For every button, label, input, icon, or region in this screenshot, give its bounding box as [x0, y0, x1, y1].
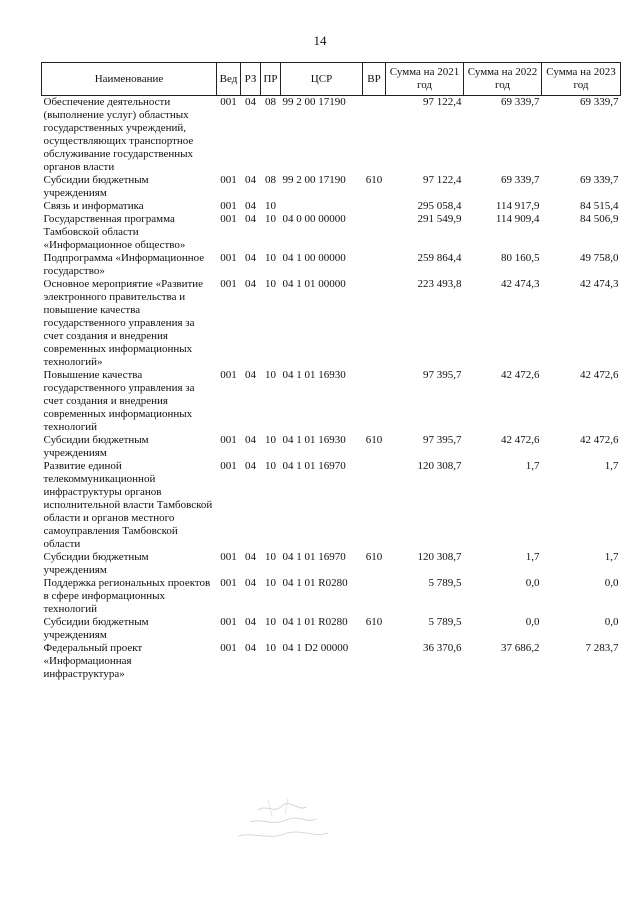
- cell-ved: 001: [220, 174, 237, 186]
- cell-sum-2022: 37 686,2: [501, 642, 540, 654]
- cell-csr: 99 2 00 17190: [282, 174, 346, 186]
- table-row: [42, 369, 621, 434]
- cell-name: Повышение качества государственного управления за счет создания и внедрения современных информационных технологий: [43, 369, 195, 433]
- cell-vr: [363, 460, 386, 551]
- cell-csr: 04 1 01 R0280: [282, 616, 348, 628]
- cell-sum-2022: 69 339,7: [501, 96, 540, 108]
- cell-ved: 001: [220, 96, 237, 108]
- cell-csr: 04 1 D2 00000: [282, 642, 349, 654]
- cell-sum-2021: 97 395,7: [423, 369, 462, 381]
- cell-rz: 04: [245, 434, 256, 446]
- cell-sum-2022: 0,0: [525, 577, 540, 589]
- cell-vr: [363, 369, 386, 434]
- cell-sum-2022: 114 909,4: [495, 213, 540, 225]
- cell-sum-2023: 0,0: [604, 616, 619, 628]
- cell-rz: 04: [245, 460, 256, 472]
- cell-ved: 001: [220, 577, 237, 589]
- cell-pr: 08: [265, 96, 276, 108]
- cell-ved: 001: [220, 551, 237, 563]
- cell-pr: 10: [265, 200, 276, 212]
- table-row: [42, 174, 621, 200]
- table-row: [42, 460, 621, 551]
- cell-pr: 10: [265, 577, 276, 589]
- cell-name: Федеральный проект «Информационная инфраструктура»: [43, 642, 143, 680]
- cell-ved: 001: [220, 200, 237, 212]
- cell-sum-2022: 1,7: [525, 551, 540, 563]
- cell-pr: 08: [265, 174, 276, 186]
- cell-vr: 610: [365, 551, 383, 563]
- cell-vr: 610: [365, 174, 383, 186]
- table-row: [42, 278, 621, 369]
- cell-vr: 610: [365, 616, 383, 628]
- header-sum-2023: Сумма на 2023 год: [542, 63, 621, 96]
- cell-rz: 04: [245, 278, 256, 290]
- table-row: [42, 434, 621, 460]
- cell-ved: 001: [220, 252, 237, 264]
- cell-pr: 10: [265, 642, 276, 654]
- header-ved: Вед: [217, 63, 241, 96]
- table-row: [42, 213, 621, 252]
- cell-csr: 04 1 01 00000: [282, 278, 346, 290]
- cell-csr: 04 1 01 R0280: [282, 577, 348, 589]
- table-row: [42, 577, 621, 616]
- cell-ved: 001: [220, 642, 237, 654]
- cell-sum-2021: 97 122,4: [423, 96, 462, 108]
- header-vr: ВР: [363, 63, 386, 96]
- cell-name: Государственная программа Тамбовской области «Информационное общество»: [43, 213, 186, 251]
- table-row: [42, 616, 621, 642]
- cell-pr: 10: [265, 278, 276, 290]
- header-name: Наименование: [42, 63, 217, 96]
- cell-sum-2021: 120 308,7: [417, 460, 462, 472]
- table-body: [42, 96, 621, 682]
- cell-sum-2023: 84 515,4: [580, 200, 619, 212]
- cell-rz: 04: [245, 213, 256, 225]
- cell-sum-2021: 120 308,7: [417, 551, 462, 563]
- cell-sum-2021: 259 864,4: [417, 252, 462, 264]
- cell-vr: [363, 278, 386, 369]
- cell-pr: 10: [265, 369, 276, 381]
- cell-pr: 10: [265, 616, 276, 628]
- cell-name: Субсидии бюджетным учреждениям: [43, 551, 149, 576]
- cell-sum-2023: 42 472,6: [580, 434, 619, 446]
- cell-rz: 04: [245, 174, 256, 186]
- cell-sum-2023: 0,0: [604, 577, 619, 589]
- cell-name: Субсидии бюджетным учреждениям: [43, 174, 149, 199]
- cell-ved: 001: [220, 460, 237, 472]
- cell-csr: 04 1 01 16930: [282, 369, 346, 381]
- cell-rz: 04: [245, 252, 256, 264]
- cell-pr: 10: [265, 460, 276, 472]
- cell-csr: 04 1 00 00000: [282, 252, 346, 264]
- cell-vr: [363, 252, 386, 278]
- cell-csr: 04 1 01 16970: [282, 551, 346, 563]
- header-csr: ЦСР: [281, 63, 363, 96]
- cell-sum-2022: 42 472,6: [501, 434, 540, 446]
- cell-sum-2023: 42 474,3: [580, 278, 619, 290]
- cell-name: Развитие единой телекоммуникационной инфраструктуры органов исполнительной власти Тамбовской области и органов местного самоуправления Тамбовской области: [43, 460, 213, 550]
- cell-vr: [363, 200, 386, 213]
- cell-sum-2022: 42 472,6: [501, 369, 540, 381]
- cell-csr: 04 1 01 16930: [282, 434, 346, 446]
- cell-sum-2021: 97 122,4: [423, 174, 462, 186]
- cell-sum-2023: 69 339,7: [580, 174, 619, 186]
- cell-sum-2023: 1,7: [604, 551, 619, 563]
- cell-sum-2023: 1,7: [604, 460, 619, 472]
- cell-name: Субсидии бюджетным учреждениям: [43, 616, 149, 641]
- cell-sum-2021: 36 370,6: [423, 642, 462, 654]
- cell-ved: 001: [220, 434, 237, 446]
- cell-sum-2022: 42 474,3: [501, 278, 540, 290]
- budget-table: [41, 62, 621, 681]
- header-pr: ПР: [261, 63, 281, 96]
- header-sum-2022: Сумма на 2022 год: [464, 63, 542, 96]
- cell-sum-2021: 5 789,5: [428, 577, 462, 589]
- cell-ved: 001: [220, 213, 237, 225]
- cell-sum-2022: 80 160,5: [501, 252, 540, 264]
- table-row: [42, 642, 621, 681]
- cell-pr: 10: [265, 252, 276, 264]
- cell-sum-2021: 291 549,9: [417, 213, 462, 225]
- cell-vr: [363, 642, 386, 681]
- cell-pr: 10: [265, 434, 276, 446]
- cell-vr: [363, 96, 386, 175]
- cell-csr: 99 2 00 17190: [282, 96, 346, 108]
- cell-rz: 04: [245, 577, 256, 589]
- cell-csr: 04 1 01 16970: [282, 460, 346, 472]
- cell-rz: 04: [245, 96, 256, 108]
- cell-vr: 610: [365, 434, 383, 446]
- page-number: 14: [313, 33, 327, 48]
- cell-sum-2023: 7 283,7: [585, 642, 619, 654]
- table-row: [42, 96, 621, 175]
- cell-name: Связь и информатика: [43, 200, 144, 212]
- cell-sum-2023: 69 339,7: [580, 96, 619, 108]
- cell-sum-2023: 49 758,0: [580, 252, 619, 264]
- cell-rz: 04: [245, 200, 256, 212]
- cell-sum-2022: 0,0: [525, 616, 540, 628]
- cell-sum-2021: 5 789,5: [428, 616, 462, 628]
- cell-rz: 04: [245, 551, 256, 563]
- cell-csr: [281, 200, 363, 213]
- cell-vr: [363, 213, 386, 252]
- cell-sum-2022: 69 339,7: [501, 174, 540, 186]
- cell-name: Субсидии бюджетным учреждениям: [43, 434, 149, 459]
- cell-ved: 001: [220, 616, 237, 628]
- cell-ved: 001: [220, 278, 237, 290]
- cell-name: Подпрограмма «Информационное государство»: [43, 252, 205, 277]
- cell-csr: 04 0 00 00000: [282, 213, 346, 225]
- cell-name: Поддержка региональных проектов в сфере информационных технологий: [43, 577, 211, 615]
- cell-sum-2022: 114 917,9: [495, 200, 540, 212]
- table-row: [42, 551, 621, 577]
- signature-stamp: [228, 792, 338, 852]
- cell-sum-2023: 42 472,6: [580, 369, 619, 381]
- cell-sum-2021: 97 395,7: [423, 434, 462, 446]
- table-row: [42, 200, 621, 213]
- cell-sum-2022: 1,7: [525, 460, 540, 472]
- cell-sum-2023: 84 506,9: [580, 213, 619, 225]
- cell-vr: [363, 577, 386, 616]
- cell-pr: 10: [265, 213, 276, 225]
- cell-rz: 04: [245, 369, 256, 381]
- table-header-row: [42, 63, 621, 96]
- cell-name: Основное мероприятие «Развитие электронного правительства и повышение качества государственного управления за счет создания и внедрения современных информационных технологий»: [43, 278, 204, 368]
- cell-rz: 04: [245, 642, 256, 654]
- cell-sum-2021: 223 493,8: [417, 278, 462, 290]
- header-rz: РЗ: [241, 63, 261, 96]
- table-row: [42, 252, 621, 278]
- cell-name: Обеспечение деятельности (выполнение услуг) областных государственных учреждений, осуществляющих транспортное обслуживание государственных органов власти: [43, 96, 194, 173]
- cell-sum-2021: 295 058,4: [417, 200, 462, 212]
- cell-ved: 001: [220, 369, 237, 381]
- cell-rz: 04: [245, 616, 256, 628]
- header-sum-2021: Сумма на 2021 год: [386, 63, 464, 96]
- cell-pr: 10: [265, 551, 276, 563]
